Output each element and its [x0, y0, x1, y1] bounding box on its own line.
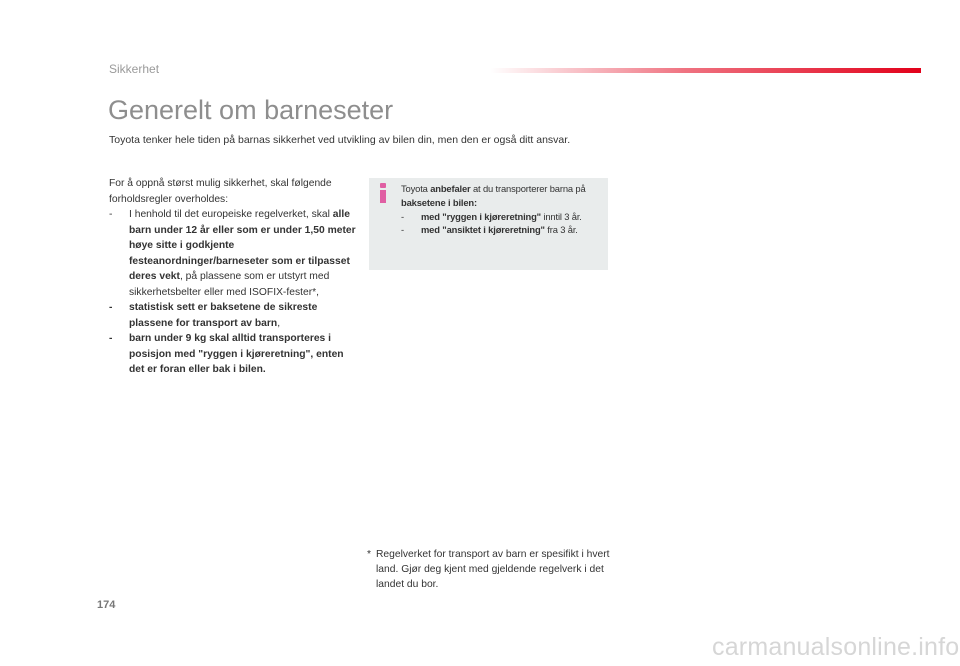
list-item — [109, 300, 361, 331]
page-title: Generelt om barneseter — [108, 95, 394, 125]
info-icon — [379, 183, 388, 203]
intro-text: Toyota tenker hele tiden på barnas sikkerhet ved utvikling av bilen din, men den er også ditt ansvar. — [109, 134, 571, 146]
list-item: - med "ansiktet i kjøreretning" fra 3 år. — [401, 223, 606, 237]
footnote — [367, 547, 612, 592]
list-item: - med "ryggen i kjøreretning" inntil 3 år. — [401, 210, 606, 224]
left-column — [109, 176, 361, 378]
info-box — [369, 178, 608, 270]
list-item — [109, 331, 361, 378]
footnote-text: Regelverket for transport av barn er spesifikt i hvert land. Gjør deg kjent med gjeldende regelverk i det landet du bor. — [376, 549, 610, 590]
header-accent-bar — [490, 68, 921, 73]
item-emphasis: barn under 9 kg skal alltid transporteres i posisjon med "ryggen i kjøreretning", enten det er foran eller bak i bilen. — [129, 333, 344, 375]
list-item — [109, 207, 361, 300]
lead-text: For å oppnå størst mulig sikkerhet, skal følgende forholdsregler overholdes: — [109, 178, 332, 205]
info-text — [401, 182, 606, 237]
requirements-list — [109, 207, 361, 378]
item-text: , på plassene som er utstyrt med sikkerhetsbelter eller med ISOFIX-fester*, — [129, 271, 330, 298]
item-text: , — [277, 317, 281, 329]
item-emphasis: statistisk sett er baksetene de sikreste plassene for transport av barn — [129, 302, 318, 329]
watermark: carmanualsonline.info — [712, 633, 960, 661]
item-text: I henhold til det europeiske regelverket, skal — [129, 209, 333, 220]
section-label: Sikkerhet — [109, 62, 160, 76]
recommendation-list — [401, 210, 606, 238]
item-emphasis: alle barn under 12 år eller som er under 1,50 meter høye sitte i godkjente festeanordninger/barneseter som er tilpasset deres vekt — [129, 209, 356, 282]
page-number: 174 — [97, 599, 116, 611]
footnote-star: * — [367, 549, 372, 560]
info-lead: Toyota anbefaler at du transporterer barna på baksetene i bilen: — [401, 183, 586, 208]
